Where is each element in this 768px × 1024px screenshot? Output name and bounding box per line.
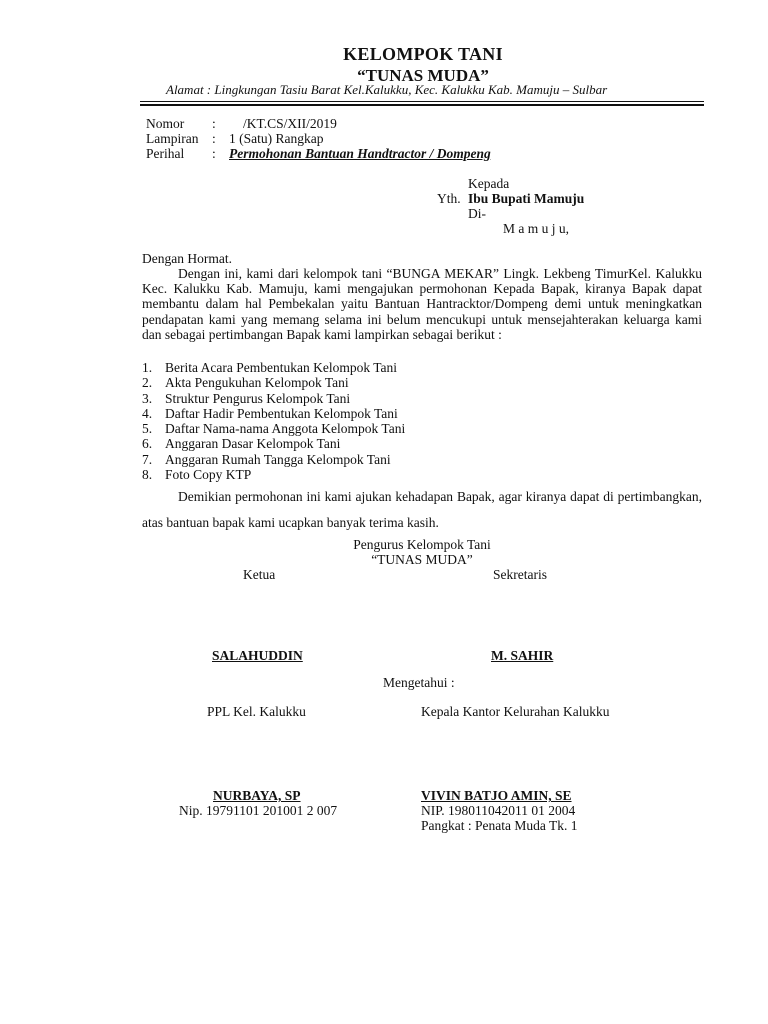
yth-label: Yth.: [437, 191, 461, 206]
list-text: Anggaran Rumah Tangga Kelompok Tani: [165, 451, 391, 467]
di-label: Di-: [468, 206, 486, 221]
perihal-label: Perihal: [146, 146, 185, 161]
nomor-label: Nomor: [146, 116, 185, 131]
kepala-name: VIVIN BATJO AMIN, SE: [421, 788, 572, 803]
list-text: Struktur Pengurus Kelompok Tani: [165, 390, 351, 406]
org-subtitle: “TUNAS MUDA”: [357, 66, 489, 85]
kepala-nip: NIP. 198011042011 01 2004: [421, 803, 576, 818]
list-item: [142, 421, 405, 436]
lampiran-colon: :: [212, 131, 216, 146]
list-item: [142, 406, 405, 421]
ppl-nip: Nip. 19791101 201001 2 007: [179, 803, 338, 818]
ketua-name: SALAHUDDIN: [212, 648, 303, 663]
closing-paragraph: Demikian permohonan ini kami ajukan kehadapan Bapak, agar kiranya dapat di pertimbangkan, atas bantuan bapak kami ucapkan banyak terima kasih.: [142, 489, 702, 530]
list-number: 7.: [142, 451, 153, 467]
org-sign-line1: Pengurus Kelompok Tani: [353, 537, 491, 552]
nomor-value: /KT.CS/XII/2019: [243, 116, 337, 131]
ketua-title: Ketua: [243, 567, 276, 582]
sekretaris-title: Sekretaris: [493, 567, 547, 582]
lampiran-value: 1 (Satu) Rangkap: [229, 131, 324, 146]
list-text: Foto Copy KTP: [165, 467, 252, 483]
perihal-value: Permohonan Bantuan Handtractor / Dompeng: [229, 146, 491, 161]
letterhead-rule-thick: [140, 104, 704, 106]
letterhead-rule-thin: [140, 101, 704, 102]
list-number: 3.: [142, 390, 153, 406]
list-number: 4.: [142, 405, 153, 421]
kepala-title: Kepala Kantor Kelurahan Kalukku: [421, 704, 610, 719]
kepala-rank: Pangkat : Penata Muda Tk. 1: [421, 818, 578, 833]
list-text: Akta Pengukuhan Kelompok Tani: [165, 375, 349, 391]
mengetahui-label: Mengetahui :: [383, 675, 455, 690]
list-item: [142, 452, 405, 467]
body-paragraph: Dengan ini, kami dari kelompok tani “BUNGA MEKAR” Lingk. Lekbeng TimurKel. Kalukku Kec. Kalukku Kab. Mamuju, kami mengajukan permohonan Kepada Bapak, kiranya Bapak dapat membantu dalam hal Pembekalan yaitu Bantuan Hantracktor/Dompeng demi untuk meningkatkan pendapatan kami yang memang selama ini belum mencukupi untuk mensejahterakan keluarga kami dan sebagai pertimbangan Bapak kami lampirkan sebagai berikut :: [142, 266, 702, 342]
perihal-colon: :: [212, 146, 216, 161]
ppl-title: PPL Kel. Kalukku: [207, 704, 306, 719]
recipient-name: Ibu Bupati Mamuju: [468, 191, 585, 206]
list-number: 5.: [142, 421, 153, 437]
list-text: Daftar Hadir Pembentukan Kelompok Tani: [165, 405, 398, 421]
recipient-place: M a m u j u,: [503, 221, 569, 236]
attachment-list: [142, 360, 405, 482]
list-item: [142, 360, 405, 375]
kepada-label: Kepada: [468, 176, 510, 191]
list-number: 1.: [142, 360, 153, 375]
list-number: 6.: [142, 436, 153, 452]
org-title: KELOMPOK TANI: [343, 44, 503, 64]
list-number: 8.: [142, 467, 153, 483]
list-item: [142, 391, 405, 406]
org-sign-line2: “TUNAS MUDA”: [371, 552, 473, 567]
list-text: Anggaran Dasar Kelompok Tani: [165, 436, 341, 452]
list-text: Berita Acara Pembentukan Kelompok Tani: [165, 360, 397, 375]
list-item: [142, 467, 405, 482]
sekretaris-name: M. SAHIR: [491, 648, 554, 663]
list-number: 2.: [142, 375, 153, 391]
list-item: [142, 436, 405, 451]
ppl-name: NURBAYA, SP: [213, 788, 301, 803]
org-address: Alamat : Lingkungan Tasiu Barat Kel.Kalukku, Kec. Kalukku Kab. Mamuju – Sulbar: [166, 82, 608, 97]
list-item: [142, 375, 405, 390]
list-text: Daftar Nama-nama Anggota Kelompok Tani: [165, 421, 406, 437]
nomor-colon: :: [212, 116, 216, 131]
greeting: Dengan Hormat.: [142, 251, 232, 266]
lampiran-label: Lampiran: [146, 131, 199, 146]
